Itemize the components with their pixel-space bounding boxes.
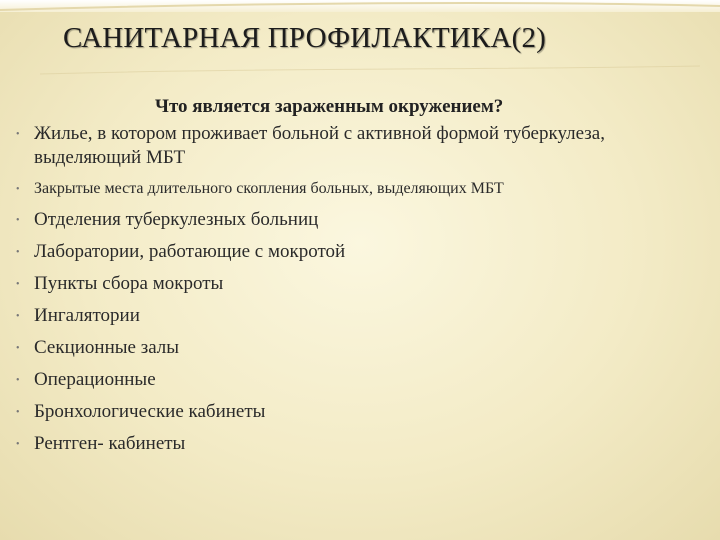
list-item bbox=[16, 400, 716, 424]
list-item-text: Ингалятории bbox=[34, 305, 140, 326]
list-item-text: Операционные bbox=[34, 369, 156, 390]
bullet-icon: • bbox=[16, 343, 20, 354]
bullet-icon: • bbox=[16, 407, 20, 418]
bullet-icon: • bbox=[16, 215, 20, 226]
list-item-text: Пункты сбора мокроты bbox=[34, 273, 224, 294]
list-item bbox=[16, 208, 716, 232]
list-item-text: Лаборатории, работающие с мокротой bbox=[34, 241, 346, 262]
list-item bbox=[16, 272, 716, 296]
bullet-icon: • bbox=[16, 439, 20, 450]
list-item bbox=[16, 240, 716, 264]
bullet-icon: • bbox=[16, 279, 20, 290]
list-item bbox=[16, 432, 716, 456]
bullet-icon: • bbox=[16, 311, 20, 322]
list-item-text: Секционные залы bbox=[34, 337, 180, 358]
list-item bbox=[16, 368, 716, 392]
bullet-icon: • bbox=[16, 247, 20, 258]
title-area bbox=[0, 0, 720, 80]
list-item bbox=[16, 336, 716, 360]
bullet-icon: • bbox=[16, 375, 20, 386]
list-item bbox=[16, 122, 716, 170]
list-item-text: Рентген- кабинеты bbox=[34, 433, 186, 454]
bullet-icon: • bbox=[16, 129, 20, 140]
list-item bbox=[16, 304, 716, 328]
list-item bbox=[16, 178, 716, 200]
slide-title: САНИТАРНАЯ ПРОФИЛАКТИКА(2) bbox=[63, 22, 547, 54]
bullet-list bbox=[16, 122, 716, 456]
list-item-text: Жилье, в котором проживает больной с активной формой туберкулеза, выделяющий МБТ bbox=[34, 123, 605, 168]
bullet-icon: • bbox=[16, 184, 20, 195]
list-item-text: Закрытые места длительного скопления больных, выделяющих МБТ bbox=[34, 180, 504, 197]
list-item-text: Бронхологические кабинеты bbox=[34, 401, 266, 422]
list-item-text: Отделения туберкулезных больниц bbox=[34, 209, 319, 230]
slide-subtitle: Что является зараженным окружением? bbox=[155, 96, 504, 117]
